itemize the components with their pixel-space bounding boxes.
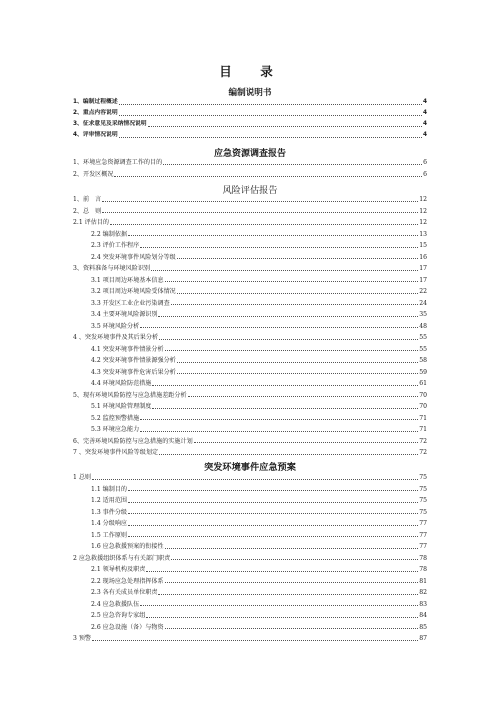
toc-entry-page: 75 [419, 497, 427, 504]
toc-entry-page: 72 [419, 437, 427, 445]
dot-leader [194, 442, 419, 443]
dot-leader [159, 454, 418, 455]
toc-entry-page: 81 [419, 577, 427, 585]
dot-leader [159, 339, 418, 340]
section-heading-emergency-plan: 突发环境事件应急预案 [204, 462, 296, 473]
toc-entry-page: 61 [419, 380, 427, 387]
toc-entry-label: 4 、突发环境事件及其后果分析 [73, 334, 159, 341]
toc-entry-page: 72 [419, 449, 427, 456]
toc-entry-page: 84 [419, 612, 427, 619]
toc-entry[interactable] [73, 484, 427, 493]
toc-entry-page: 4 [422, 132, 427, 138]
toc-entry-label: 2.3 各有关成员单位职责 [91, 589, 158, 596]
toc-entry-page: 55 [419, 334, 427, 341]
dot-leader [110, 224, 418, 225]
toc-entry[interactable] [73, 286, 427, 295]
dot-leader [140, 247, 418, 248]
toc-entry-page: 83 [419, 600, 427, 608]
dot-leader [158, 594, 418, 595]
toc-entry-label: 2、重点内容说明 [73, 110, 118, 116]
dot-leader [140, 419, 418, 420]
dot-leader [152, 385, 418, 386]
toc-entry-label: 2.2 编制依据 [91, 230, 128, 238]
toc-entry-page: 75 [419, 485, 427, 493]
toc-entry[interactable] [73, 530, 427, 539]
page-title: 目 录 [219, 64, 281, 79]
toc-entry-page: 17 [419, 276, 427, 284]
toc-entry[interactable] [73, 472, 427, 481]
toc-entry[interactable] [73, 587, 427, 596]
toc-entry-page: 70 [419, 403, 427, 410]
toc-entry-label: 2.6 应急设施（备）与物资 [91, 623, 164, 631]
dot-leader [128, 525, 418, 526]
toc-entry-label: 2.1 领导机构及职责 [91, 566, 146, 573]
toc-entry[interactable] [73, 240, 427, 249]
toc-entry-label: 5、现有环境风险防控与应急措施差距分析 [73, 391, 187, 399]
toc-entry[interactable] [73, 157, 427, 166]
toc-entry-label: 3、资料准备与环境风险识别 [73, 265, 151, 272]
toc-entry-label: 1、前 言 [73, 196, 102, 203]
dot-leader [171, 304, 419, 305]
section-heading-risk: 风险评估报告 [222, 185, 278, 196]
toc-entry-label: 7 、突发环境事件风险等级划定 [73, 449, 159, 456]
toc-entry[interactable] [73, 130, 427, 139]
dot-leader [188, 396, 419, 397]
dot-leader [128, 502, 418, 503]
toc-entry-page: 17 [419, 265, 427, 272]
toc-entry[interactable] [73, 564, 427, 573]
toc-entry-page: 16 [419, 253, 427, 261]
toc-entry-label: 1 总则 [73, 474, 92, 481]
toc-entry[interactable] [73, 217, 427, 226]
toc-entry-label: 2、开发区概况 [73, 171, 114, 178]
toc-entry-page: 77 [419, 531, 427, 539]
dot-leader [114, 176, 422, 177]
section-heading-instructions: 编制说明书 [228, 88, 272, 98]
dot-leader [151, 270, 418, 271]
toc-entry-page: 78 [419, 554, 427, 562]
toc-entry-page: 75 [419, 474, 427, 481]
toc-entry-label: 1.6 应急救援预案的衔接性 [91, 543, 164, 550]
toc-entry-page: 12 [419, 196, 427, 203]
toc-entry-label: 2.3 评价工作程序 [91, 242, 140, 249]
toc-entry-label: 4、评审情况说明 [73, 132, 118, 138]
dot-leader [177, 258, 418, 259]
dot-leader [128, 536, 418, 537]
toc-entry-page: 87 [419, 635, 427, 642]
toc-entry[interactable] [73, 355, 427, 364]
toc-entry-page: 6 [423, 159, 427, 166]
toc-entry-page: 55 [419, 345, 427, 353]
dot-leader [163, 164, 422, 165]
toc-entry-label: 3.2 项目周边环境风险受体情况 [91, 288, 176, 295]
toc-entry-page: 12 [419, 219, 427, 226]
dot-leader [177, 293, 418, 294]
toc-entry[interactable] [73, 252, 427, 261]
toc-entry[interactable] [73, 321, 427, 330]
toc-entry[interactable] [73, 495, 427, 504]
toc-entry-label: 2.2 现场应急处理指挥体系 [91, 577, 164, 585]
toc-entry[interactable] [73, 599, 427, 608]
toc-entry-page: 6 [423, 171, 427, 178]
toc-entry[interactable] [73, 553, 427, 562]
toc-entry-label: 2 应急救援组织体系与有关部门职责 [73, 554, 171, 562]
toc-entry-label: 3.1 项目周边环境基本信息 [91, 276, 164, 284]
toc-entry-page: 12 [419, 207, 427, 215]
toc-entry[interactable] [73, 97, 427, 106]
toc-entry-label: 4.3 突发环境事件危害后果分析 [91, 368, 176, 376]
dot-leader [152, 408, 418, 409]
toc-entry[interactable] [73, 447, 427, 456]
dot-leader [171, 559, 418, 560]
dot-leader [146, 571, 418, 572]
dot-leader [148, 126, 422, 127]
toc-entry-label: 3 预警 [73, 635, 92, 642]
toc-entry[interactable] [73, 576, 427, 585]
toc-entry-page: 85 [419, 623, 427, 631]
dot-leader [177, 362, 418, 363]
toc-entry[interactable] [73, 119, 427, 128]
toc-entry-page: 70 [419, 391, 427, 399]
dot-leader [165, 628, 419, 629]
toc-entry-page: 4 [422, 110, 427, 116]
dot-leader [140, 605, 418, 606]
toc-entry-page: 78 [419, 566, 427, 573]
toc-entry[interactable] [73, 401, 427, 410]
toc-entry[interactable] [73, 344, 427, 353]
dot-leader [165, 281, 419, 282]
dot-leader [128, 235, 418, 236]
toc-entry-label: 1.2 适用范围 [91, 497, 128, 504]
toc-entry[interactable] [73, 298, 427, 307]
toc-entry-label: 4.1 突发环境事件情景分析 [91, 345, 164, 353]
dot-leader [158, 316, 418, 317]
toc-entry[interactable] [73, 390, 427, 399]
dot-leader [140, 327, 418, 328]
toc-entry[interactable] [73, 309, 427, 318]
toc-entry-label: 4.2 突发环境事件情景源强分析 [91, 357, 176, 364]
toc-entry[interactable] [73, 169, 427, 178]
dot-leader [102, 212, 418, 213]
toc-entry[interactable] [73, 610, 427, 619]
toc-entry-page: 58 [419, 357, 427, 364]
toc-entry[interactable] [73, 424, 427, 433]
dot-leader [146, 617, 418, 618]
dot-leader [92, 640, 418, 641]
toc-entry[interactable] [73, 332, 427, 341]
toc-entry[interactable] [73, 378, 427, 387]
toc-entry-page: 4 [422, 99, 427, 105]
toc-entry-page: 4 [422, 121, 427, 127]
toc-entry-label: 6、完善环境风险防控与应急措施的实施计划 [73, 437, 193, 445]
toc-entry-page: 13 [419, 230, 427, 238]
dot-leader [128, 513, 418, 514]
dot-leader [102, 201, 418, 202]
toc-entry[interactable] [73, 518, 427, 527]
toc-entry-label: 5.3 环境应急能力 [91, 426, 140, 433]
toc-entry[interactable] [73, 367, 427, 376]
toc-entry-page: 24 [419, 299, 427, 307]
toc-entry-label: 2.4 突发环境事件风险划分等级 [91, 253, 176, 261]
dot-leader [119, 104, 422, 105]
toc-entry-label: 1、编制过程概述 [73, 99, 118, 105]
toc-entry-page: 15 [419, 242, 427, 249]
toc-entry-page: 77 [419, 520, 427, 527]
toc-entry-label: 1.3 事件分级 [91, 508, 128, 516]
toc-entry-label: 3.5 环境风险分析 [91, 322, 140, 330]
toc-entry-page: 75 [419, 508, 427, 516]
toc-entry[interactable] [73, 108, 427, 117]
toc-entry-page: 22 [419, 288, 427, 295]
toc-entry[interactable] [73, 622, 427, 631]
toc-entry-page: 48 [419, 322, 427, 330]
dot-leader [119, 137, 422, 138]
dot-leader [165, 548, 419, 549]
toc-entry[interactable] [73, 206, 427, 215]
toc-entry[interactable] [73, 413, 427, 422]
dot-leader [128, 490, 418, 491]
toc-entry-page: 59 [419, 368, 427, 376]
toc-entry-label: 1.1 编制目的 [91, 485, 128, 493]
toc-entry-label: 2、总 则 [73, 207, 102, 215]
dot-leader [119, 115, 422, 116]
toc-entry-label: 3、征求意见及采纳情况说明 [73, 121, 147, 127]
toc-entry-label: 1.5 工作原则 [91, 531, 128, 539]
toc-entry-label: 2.1 评估目的 [73, 219, 110, 226]
toc-entry-label: 3.3 开发区工业企业污染调查 [91, 299, 170, 307]
toc-entry-page: 77 [419, 543, 427, 550]
dot-leader [177, 373, 418, 374]
toc-entry[interactable] [73, 194, 427, 203]
toc-entry-label: 4.4 环境风险防范措施 [91, 380, 152, 387]
toc-entry-label: 5.1 环境风险管理制度 [91, 403, 152, 410]
toc-entry-label: 1、环境应急资源调查工作的目的 [73, 159, 163, 166]
toc-entry-label: 1.4 分级响应 [91, 520, 128, 527]
toc-entry-page: 71 [419, 414, 427, 422]
toc-entry-page: 71 [419, 426, 427, 433]
toc-entry[interactable] [73, 229, 427, 238]
toc-entry[interactable] [73, 263, 427, 272]
dot-leader [165, 350, 419, 351]
section-heading-resources: 应急资源调查报告 [213, 149, 286, 159]
dot-leader [140, 431, 418, 432]
toc-entry-page: 35 [419, 311, 427, 318]
toc-entry-label: 2.5 应急咨询专家组 [91, 612, 146, 619]
toc-entry[interactable] [73, 507, 427, 516]
toc-entry-label: 5.2 监控预警措施 [91, 414, 140, 422]
toc-entry[interactable] [73, 436, 427, 445]
toc-entry[interactable] [73, 541, 427, 550]
dot-leader [165, 582, 419, 583]
dot-leader [92, 479, 418, 480]
toc-entry[interactable] [73, 633, 427, 642]
toc-entry-label: 2.4 应急救援队伍 [91, 600, 140, 608]
toc-entry-label: 3.4 主要环境风险源识别 [91, 311, 158, 318]
toc-entry[interactable] [73, 275, 427, 284]
toc-entry-page: 82 [419, 589, 427, 596]
